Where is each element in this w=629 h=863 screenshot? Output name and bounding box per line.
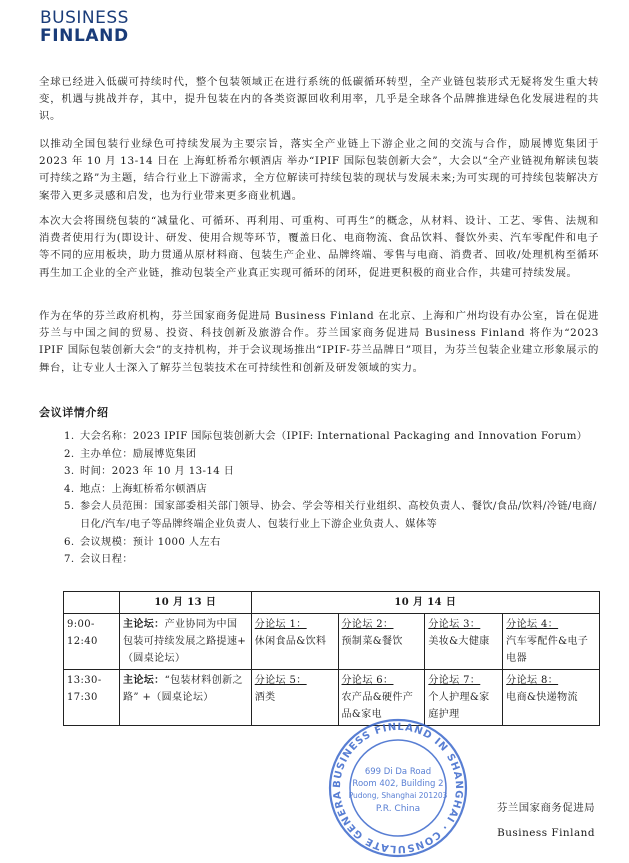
main-forum-text: “包装材料创新之路” +（圆桌论坛）: [122, 675, 243, 703]
sub-forum-topic: 个人护理&家庭护理: [428, 692, 490, 720]
sub-forum-name: 分论坛 8：: [506, 675, 559, 686]
signature-english: Business Finland: [497, 827, 595, 839]
section-title: 会议详情介绍: [39, 406, 109, 419]
sub-forum-name: 分论坛 4：: [506, 619, 559, 630]
detail-number: 5.: [64, 501, 75, 513]
schedule-table: [63, 591, 600, 726]
sub-forum-name: 分论坛 6：: [341, 675, 394, 686]
stamp-graphic: [318, 718, 478, 859]
detail-number: 6.: [64, 536, 75, 548]
sub-forum-name: 分论坛 3：: [428, 619, 481, 630]
sub-forum-topic: 美妆&大健康: [428, 636, 490, 647]
details-list: [64, 428, 602, 569]
detail-item: [64, 481, 602, 499]
time-cell: 9:00-12:40: [64, 614, 120, 670]
sub-forum-cell: [425, 614, 503, 670]
detail-number: 4.: [64, 483, 75, 495]
detail-number: 1.: [64, 431, 75, 442]
logo-line-1: BUSINESS: [40, 8, 129, 28]
logo-line-2: FINLAND: [40, 26, 129, 46]
stamp-address-2: Room 402, Building 2: [352, 779, 444, 789]
sub-forum-name: 分论坛 5：: [254, 675, 307, 686]
detail-item: [64, 428, 602, 446]
sub-forum-cell: [503, 670, 600, 726]
detail-text: 大会名称：2023 IPIF 国际包装创新大会（IPIF: International Packaging and Innovation Forum）: [80, 431, 588, 442]
detail-text: 主办单位：励展博览集团: [80, 448, 197, 460]
stamp-address-3: Pudong, Shanghai 201203: [348, 791, 448, 800]
sub-forum-cell: [338, 614, 425, 670]
stamp-address-1: 699 Di Da Road: [364, 767, 432, 777]
sub-forum-name: 分论坛 1：: [254, 619, 307, 630]
main-forum-cell: [119, 670, 251, 726]
main-forum-cell: [119, 614, 251, 670]
sub-forum-name: 分论坛 2：: [341, 619, 394, 630]
detail-item: [64, 463, 602, 481]
detail-item: [64, 446, 602, 464]
sub-forum-topic: 预制菜&餐饮: [341, 636, 403, 647]
main-forum-label: 主论坛：: [122, 675, 165, 686]
signature-block: [497, 796, 595, 846]
signature-chinese: 芬兰国家商务促进局: [496, 802, 595, 814]
business-finland-logo: [40, 9, 129, 45]
main-forum-label: 主论坛：: [122, 619, 165, 630]
detail-text: 参会人员范围：国家部委相关部门领导、协会、学会等相关行业组织、高校负责人、餐饮/食品/饮料/冷链/电商/日化/汽车/电子等品牌终端企业负责人、包装行业上下游企业负责人、媒体等: [80, 501, 597, 530]
schedule-row-morning: [64, 614, 600, 670]
sub-forum-topic: 农产品&硬件产品&家电: [341, 692, 414, 720]
stamp-ring-textpath: BUSINESS FINLAND IN SHANGHAI · CONSULATE GENERA: [331, 721, 465, 855]
schedule-header-row: [64, 592, 600, 614]
sub-forum-topic: 酒类: [254, 692, 276, 703]
sub-forum-topic: 休闲食品&饮料: [254, 636, 327, 647]
business-finland-paragraph: 作为在华的芬兰政府机构，芬兰国家商务促进局 Business Finland 在北京、上海和广州均设有办公室，旨在促进芬兰与中国之间的贸易、投资、科技创新及旅游合作。芬兰国家商务促进局 Business Finland 将作为“2023 IPIF 国际包装创新大会”的支持机构，并于会议现场推出“IPIF-芬兰品牌日”项目，为芬兰包装企业建立形象展示的舞台，让专业人士深入了解芬兰包装技术在可持续性和创新及研发领域的实力。: [39, 310, 599, 374]
concept-paragraph: 本次大会将围绕包装的“减量化、可循环、再利用、可重构、可再生”的概念，从材料、设计、工艺、零售、法规和消费者使用行为(即设计、研发、使用合规等环节，覆盖日化、电商物流、食品饮料、餐饮外卖、汽车零配件和电子等不同的应用板块，助力贯通从原材料商、包装生产企业、品牌终端、零售与电商、消费者、回收/处理机构至循环再生加工企业的全产业链，推动包装全产业真正实现可循环的闭环，促进更积极的商业合作，共建可持续发展。: [39, 215, 599, 279]
main-forum-text: 产业协同为中国包装可持续发展之路提速+（圆桌论坛）: [122, 619, 247, 664]
stamp-address-4: P.R. China: [375, 804, 421, 814]
detail-text: 会议日程：: [80, 554, 133, 566]
detail-number: 2.: [64, 448, 75, 460]
sub-forum-name: 分论坛 7：: [428, 675, 481, 686]
detail-text: 时间：2023 年 10 月 13-14 日: [80, 466, 235, 478]
sub-forum-cell: [503, 614, 600, 670]
time-header: [64, 592, 120, 614]
detail-text: 会议规模：预计 1000 人左右: [80, 536, 221, 548]
official-stamp: [318, 718, 478, 859]
detail-number: 7.: [64, 554, 75, 566]
sub-forum-cell: [251, 614, 338, 670]
detail-text: 地点：上海虹桥希尔顿酒店: [80, 483, 208, 495]
intro-paragraph: 全球已经进入低碳可持续时代，整个包装领域正在进行系统的低碳循环转型，全产业链包装形式无疑将发生重大转变，机遇与挑战并存，其中，提升包装在内的各类资源回收利用率，几乎是全球各个品牌推进绿色化发展进程的共识。: [39, 76, 599, 123]
detail-item: [64, 551, 602, 569]
sub-forum-topic: 汽车零配件&电子电器: [506, 636, 589, 664]
detail-item: [64, 534, 602, 552]
purpose-paragraph: 以推动全国包装行业绿色可持续发展为主要宗旨，落实全产业链上下游企业之间的交流与合作，励展博览集团于 2023 年 10 月 13-14 日在 上海虹桥希尔顿酒店 举办“IPIF 国际包装创新大会”，大会以“全产业链视角解读包装可持续之路”为主题，结合行业上下游需求，全方位解读可持续包装的现状与发展未来;为可实现的可持续包装解决方案带入更多灵感和启发，也为行业带来更多商业机遇。: [39, 138, 599, 202]
detail-number: 3.: [64, 466, 75, 478]
time-cell: 13:30-17:30: [64, 670, 120, 726]
detail-item: [64, 498, 602, 533]
sub-forum-topic: 电商&快递物流: [506, 692, 578, 703]
day1-header: 10 月 13 日: [119, 592, 251, 614]
day2-header: 10 月 14 日: [251, 592, 599, 614]
